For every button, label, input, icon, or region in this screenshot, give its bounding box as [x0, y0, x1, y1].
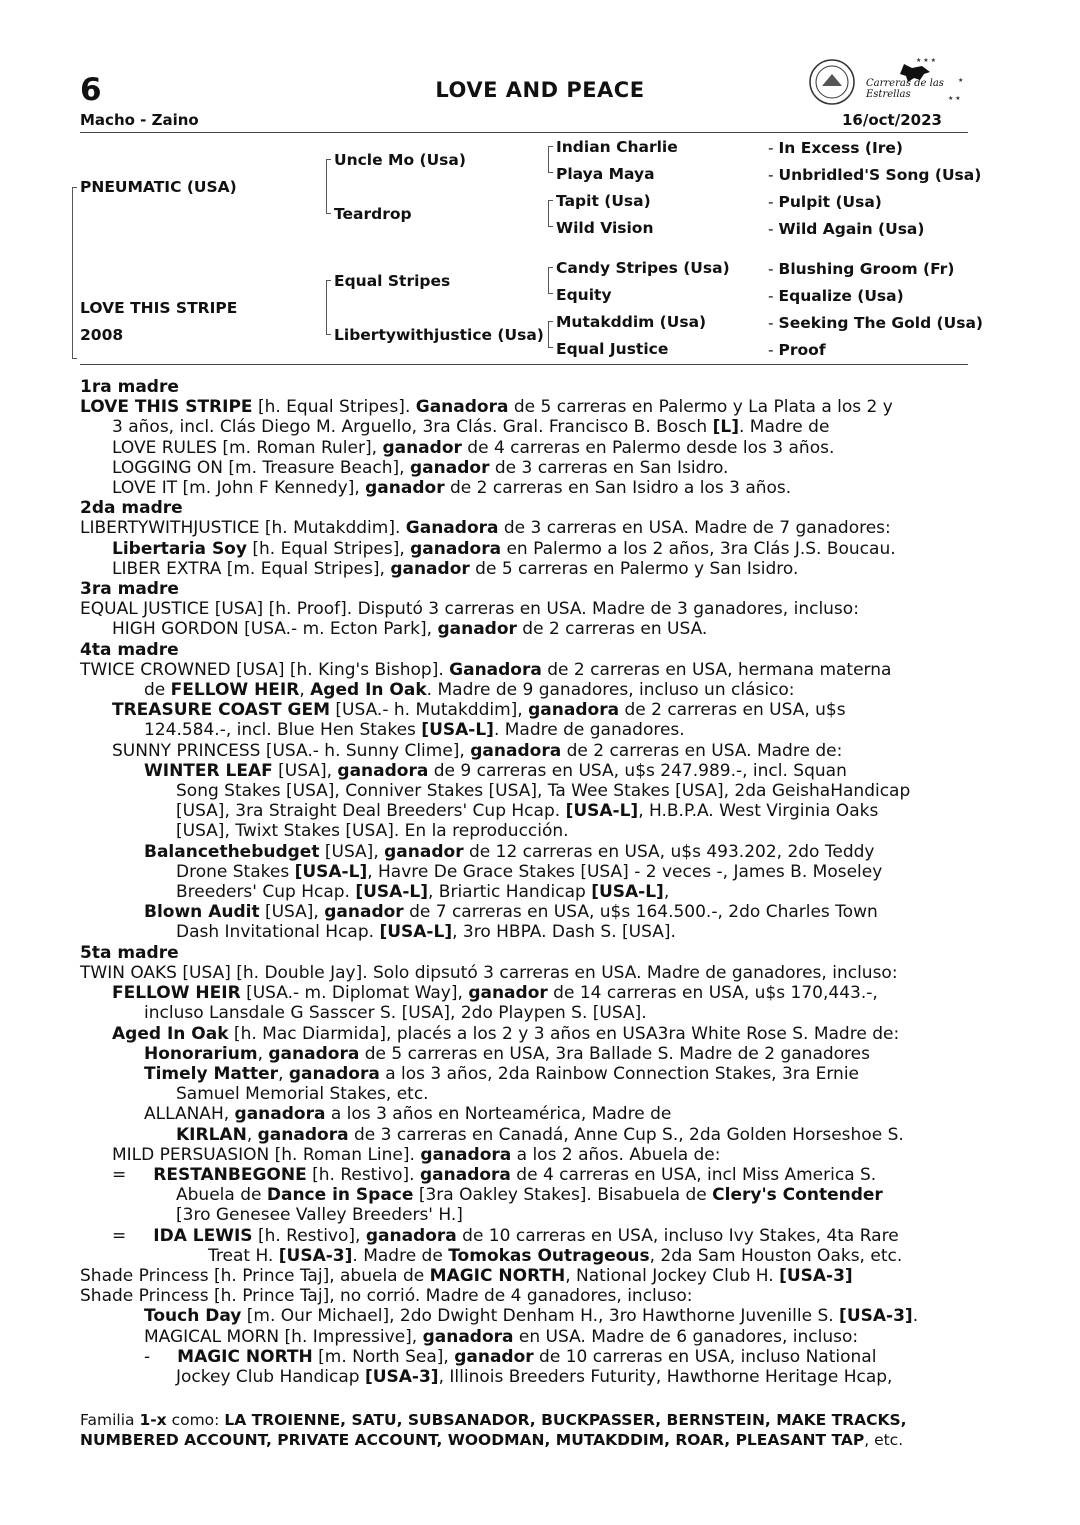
- dam: LOVE THIS STRIPE: [80, 299, 238, 317]
- produce-entry: Balancethebudget [USA], ganador de 12 carreras en USA, u$s 493.202, 2do Teddy Drone Stakes [USA-L], Havre De Grace Stakes [USA] - 2 veces -, James B. Moseley Breeders' Cup Hcap. [USA-L], Briartic Handicap [USA-L],: [144, 841, 883, 903]
- sire: PNEUMATIC (USA): [80, 178, 237, 196]
- bracket-tick: [548, 146, 553, 147]
- pedigree-table: [0, 132, 1080, 365]
- produce-entry: Honorarium, ganadora de 5 carreras en USA, 3ra Ballade S. Madre de 2 ganadores: [144, 1043, 870, 1064]
- gen3-name: Indian Charlie: [556, 138, 678, 156]
- bracket-tick: [326, 159, 331, 160]
- svg-text:★ ★ ★: ★ ★ ★: [916, 57, 936, 64]
- gen4-row: - Blushing Groom (Fr): [768, 260, 955, 278]
- produce-entry: TREASURE COAST GEM [USA.- h. Mutakddim], ganadora de 2 carreras en USA, u$s 124.584.-, incl. Blue Hen Stakes [USA-L]. Madre de ganadores.: [112, 700, 846, 741]
- gen3-bracket: [548, 321, 549, 348]
- section-heading-5: 5ta madre: [80, 942, 179, 963]
- family-footer: [80, 1410, 980, 1450]
- bracket-tick: [326, 280, 331, 281]
- gen2-name: Uncle Mo (Usa): [334, 151, 466, 169]
- footer-etc: , etc.: [864, 1431, 904, 1449]
- svg-text:★ ★: ★ ★: [948, 95, 961, 102]
- produce-entry: LOVE IT [m. John F Kennedy], ganador de 2 carreras en San Isidro a los 3 años.: [112, 478, 792, 499]
- gen4-name: Equalize (Usa): [778, 287, 904, 305]
- gen2-name: Teardrop: [334, 205, 412, 223]
- produce-entry: LOGGING ON [m. Treasure Beach], ganador de 3 carreras en San Isidro.: [112, 457, 729, 478]
- gen3-bracket: [548, 146, 549, 173]
- produce-entry: LOVE RULES [m. Roman Ruler], ganador de 4 carreras en Palermo desde los 3 años.: [112, 437, 835, 458]
- horse-name: LOVE AND PEACE: [435, 78, 645, 102]
- produce-entry: - MAGIC NORTH [m. North Sea], ganador de 10 carreras en USA, incluso National Jockey Club Handicap [USA-3], Illinois Breeders Futurity, Hawthorne Heritage Hcap,: [144, 1346, 893, 1387]
- produce-entry: Libertaria Soy [h. Equal Stripes], ganadora en Palermo a los 2 años, 3ra Clás J.S. Boucau.: [112, 538, 896, 559]
- produce-entry: MAGICAL MORN [h. Impressive], ganadora en USA. Madre de 6 ganadores, incluso:: [144, 1326, 859, 1347]
- dam-year: 2008: [80, 326, 124, 344]
- bracket-tick: [548, 172, 553, 173]
- produce-entry: KIRLAN, ganadora de 3 carreras en Canadá, Anne Cup S., 2da Golden Horseshoe S.: [176, 1124, 904, 1145]
- fifth-dam-entry: TWIN OAKS [USA] [h. Double Jay]. Solo dipsutó 3 carreras en USA. Madre de ganadores, incluso:: [80, 962, 898, 983]
- produce-entry: SUNNY PRINCESS [USA.- h. Sunny Clime], ganadora de 2 carreras en USA. Madre de:: [112, 740, 843, 761]
- bracket-tick: [548, 293, 553, 294]
- section-heading-1: 1ra madre: [80, 377, 179, 397]
- gen3-name: Wild Vision: [556, 219, 654, 237]
- produce-entry: Timely Matter, ganadora a los 3 años, 2da Rainbow Connection Stakes, 3ra Ernie Samuel Memorial Stakes, etc.: [144, 1063, 860, 1105]
- produce-entry: = IDA LEWIS [h. Restivo], ganadora de 10 carreras en USA, incluso Ivy Stakes, 4ta Rare Treat H. [USA-3]. Madre de Tomokas Outrageous, 2da Sam Houston Oaks, etc.: [112, 1225, 903, 1266]
- gen3-name: Mutakddim (Usa): [556, 313, 707, 331]
- granddam-entry: LIBERTYWITHJUSTICE [h. Mutakddim]. Ganadora de 3 carreras en USA. Madre de 7 ganadores:: [80, 518, 891, 539]
- gen3-name: Playa Maya: [556, 165, 655, 183]
- produce-entry: LIBER EXTRA [m. Equal Stripes], ganador de 5 carreras en Palermo y San Isidro.: [112, 558, 799, 579]
- gen4-name: Pulpit (Usa): [778, 193, 882, 211]
- family-number: 1-x: [139, 1411, 167, 1429]
- gen4-row: - Seeking The Gold (Usa): [768, 314, 983, 332]
- footer-como: como:: [166, 1411, 225, 1429]
- footer-prefix: Familia: [80, 1411, 140, 1429]
- gen3-bracket: [548, 267, 549, 294]
- event-logo: [808, 56, 968, 108]
- produce-entry: = RESTANBEGONE [h. Restivo]. ganadora de 4 carreras en USA, incl Miss America S. Abuela de Dance in Space [3ra Oakley Stakes]. Bisabuela de Clery's Contender [3ro Genesee Valley Breeders' H.]: [112, 1164, 883, 1226]
- bracket-tick: [548, 347, 553, 348]
- bracket-tick: [548, 267, 553, 268]
- bracket-tick: [548, 226, 553, 227]
- gen4-name: Proof: [778, 341, 826, 359]
- produce-entry: WINTER LEAF [USA], ganadora de 9 carreras en USA, u$s 247.989.-, incl. Squan Song Stakes [USA], Conniver Stakes [USA], Ta Wee Stakes [USA], 2da GeishaHandicap [USA], 3ra Straight Deal Breeders' Cup Hcap. [USA-L], H.B.P.A. West Virginia Oaks [USA], Twixt Stakes [USA]. En la reproducción.: [144, 760, 911, 842]
- gen4-row: - Equalize (Usa): [768, 287, 904, 305]
- gen2-bracket: [326, 280, 327, 335]
- sex-color: Macho - Zaino: [80, 111, 199, 129]
- gen4-name: Blushing Groom (Fr): [778, 260, 955, 278]
- gen4-row: - In Excess (Ire): [768, 139, 903, 157]
- bracket-tick: [326, 213, 331, 214]
- gen3-bracket: [548, 200, 549, 227]
- sire-dam-bracket: [72, 187, 73, 359]
- gen4-name: In Excess (Ire): [778, 139, 903, 157]
- logo-text: Carreras de las Estrellas: [866, 78, 944, 100]
- gen3-name: Candy Stripes (Usa): [556, 259, 730, 277]
- produce-entry: FELLOW HEIR [USA.- m. Diplomat Way], ganador de 14 carreras en USA, u$s 170,443.-, incluso Lansdale G Sasscer S. [USA], 2do Playpen S. [USA].: [112, 983, 878, 1024]
- bracket-tick: [548, 200, 553, 201]
- gen4-row: - Unbridled'S Song (Usa): [768, 166, 982, 184]
- gen4-name: Unbridled'S Song (Usa): [778, 166, 982, 184]
- bracket-tick: [72, 187, 77, 188]
- svg-text:★: ★: [958, 77, 964, 84]
- family-names: LA TROIENNE, SATU, SUBSANADOR, BUCKPASSER, BERNSTEIN, MAKE TRACKS, NUMBERED ACCOUNT, PRIVATE ACCOUNT, WOODMAN, MUTAKDDIM, ROAR, PLEASANT TAP: [80, 1411, 907, 1449]
- gen2-bracket: [326, 159, 327, 214]
- third-dam-entry: EQUAL JUSTICE [USA] [h. Proof]. Disputó 3 carreras en USA. Madre de 3 ganadores, incluso:: [80, 599, 859, 620]
- produce-entry: HIGH GORDON [USA.- m. Ecton Park], ganador de 2 carreras en USA.: [112, 619, 708, 640]
- produce-entry: ALLANAH, ganadora a los 3 años en Norteamérica, Madre de: [144, 1104, 672, 1125]
- gen4-row: - Proof: [768, 341, 826, 359]
- section-heading-3: 3ra madre: [80, 579, 179, 600]
- gen3-name: Equity: [556, 286, 612, 304]
- bracket-tick: [548, 321, 553, 322]
- gen3-name: Tapit (Usa): [556, 192, 651, 210]
- race-number: 6: [80, 72, 102, 108]
- gen3-name: Equal Justice: [556, 340, 669, 358]
- gen4-name: Seeking The Gold (Usa): [778, 314, 983, 332]
- produce-entry: Aged In Oak [h. Mac Diarmida], placés a los 2 y 3 años en USA3ra White Rose S. Madre de:: [112, 1023, 900, 1044]
- fourth-dam-entry: TWICE CROWNED [USA] [h. King's Bishop]. Ganadora de 2 carreras en USA, hermana materna de FELLOW HEIR, Aged In Oak. Madre de 9 ganadores, incluso un clásico:: [80, 659, 892, 701]
- produce-entry: Blown Audit [USA], ganador de 7 carreras en USA, u$s 164.500.-, 2do Charles Town Dash Invitational Hcap. [USA-L], 3ro HBPA. Dash S. [USA].: [144, 902, 878, 943]
- gen2-name: Libertywithjustice (Usa): [334, 326, 544, 344]
- produce-entry: Touch Day [m. Our Michael], 2do Dwight Denham H., 3ro Hawthorne Juvenille S. [USA-3].: [144, 1306, 919, 1327]
- dam-entry: LOVE THIS STRIPE [h. Equal Stripes]. Ganadora de 5 carreras en Palermo y La Plata a los 2 y 3 años, incl. Clás Diego M. Arguello, 3ra Clás. Gral. Francisco B. Bosch [L]. Madre de: [80, 397, 893, 438]
- family-notes: [80, 377, 968, 1387]
- gen4-row: - Wild Again (Usa): [768, 220, 925, 238]
- produce-entry: MILD PERSUASION [h. Roman Line]. ganadora a los 2 años. Abuela de:: [112, 1144, 721, 1165]
- section-heading-2: 2da madre: [80, 498, 183, 519]
- produce-entry: Shade Princess [h. Prince Taj], no corrió. Madre de 4 ganadores, incluso:: [80, 1286, 693, 1307]
- gen4-name: Wild Again (Usa): [778, 220, 925, 238]
- race-date: 16/oct/2023: [842, 111, 942, 129]
- gen4-row: - Pulpit (Usa): [768, 193, 882, 211]
- bracket-tick: [72, 358, 77, 359]
- section-heading-4: 4ta madre: [80, 639, 179, 660]
- bracket-tick: [326, 334, 331, 335]
- pedigree-divider: [80, 364, 968, 365]
- gen2-name: Equal Stripes: [334, 272, 451, 290]
- produce-entry: Shade Princess [h. Prince Taj], abuela de MAGIC NORTH, National Jockey Club H. [USA-3]: [80, 1265, 853, 1286]
